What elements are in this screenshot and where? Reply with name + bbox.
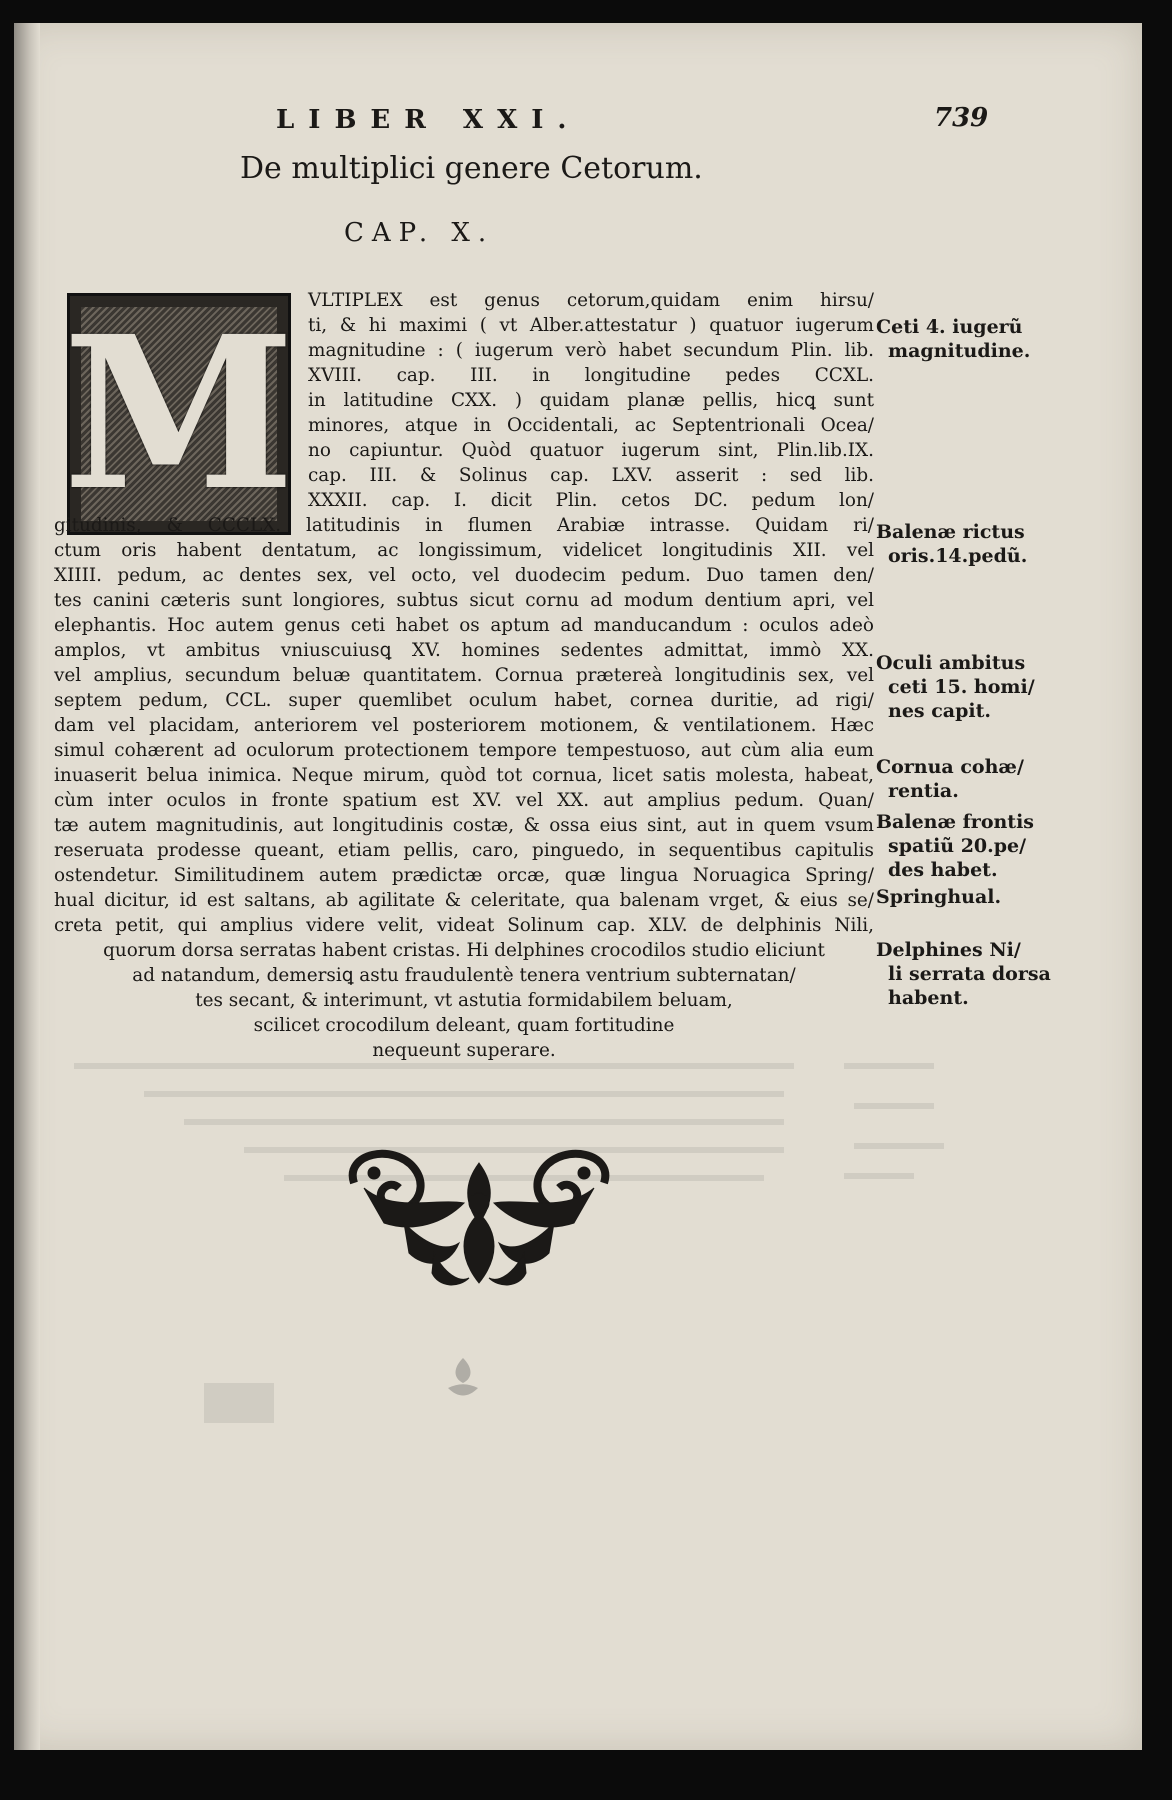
margin-note-line: Balenæ frontis: [876, 811, 1034, 833]
body-line: magnitudine : ( iugerum verò habet secundum Plin. lib.: [308, 340, 874, 361]
body-line: gitudinis, & CCCLX. latitudinis in flumen Arabiæ intrasse. Quidam ri/: [54, 515, 874, 536]
margin-note-line: spatiũ 20.pe/: [888, 835, 1027, 857]
body-line: cùm inter oculos in fronte spatium est XV. vel XX. aut amplius pedum. Quan/: [54, 790, 874, 811]
body-line: vel amplius, secundum beluæ quantitatem. Cornua prætereà longitudinis sex, vel: [54, 665, 874, 686]
body-line: VLTIPLEX est genus cetorum,quidam enim hirsu/: [308, 290, 874, 311]
body-line: ostendetur. Similitudinem autem prædictæ orcæ, quæ lingua Noruagica Spring/: [54, 865, 874, 886]
chapter-number: CAP. X.: [344, 218, 495, 248]
margin-note: [876, 651, 1035, 723]
margin-note: [876, 315, 1030, 363]
margin-note: [876, 885, 1001, 909]
margin-note: [876, 520, 1027, 568]
margin-note-line: oris.14.pedũ.: [888, 545, 1028, 567]
margin-note-line: Cornua cohæ/: [876, 756, 1024, 778]
margin-note-line: Springhual.: [876, 886, 1002, 908]
body-line: ctum oris habent dentatum, ac longissimum, videlicet longitudinis XII. vel: [54, 540, 874, 561]
body-line: creta petit, qui amplius videre velit, videat Solinum cap. XLV. de delphinis Nili,: [54, 915, 874, 936]
margin-note-line: rentia.: [888, 780, 959, 802]
body-line: XXXII. cap. I. dicit Plin. cetos DC. pedum lon/: [308, 490, 874, 511]
margin-note-line: Delphines Ni/: [876, 939, 1021, 961]
body-line: minores, atque in Occidentali, ac Septentrionali Ocea/: [308, 415, 874, 436]
woodcut-illustration: [62, 290, 296, 537]
body-line-tail: tes secant, & interimunt, vt astutia formidabilem beluam,: [195, 990, 733, 1011]
drop-cap-letter: M: [62, 290, 296, 537]
body-line-tail: nequeunt superare.: [372, 1040, 556, 1061]
margin-note: [876, 755, 1024, 803]
body-line: ti, & hi maximi ( vt Alber.attestatur ) quatuor iugerum: [308, 315, 874, 336]
margin-note-line: des habet.: [888, 859, 998, 881]
margin-note-line: habent.: [888, 987, 969, 1009]
body-line-tail: scilicet crocodilum deleant, quam fortitudine: [253, 1015, 675, 1036]
chapter-title: De multiplici genere Cetorum.: [240, 151, 703, 186]
margin-note-line: Ceti 4. iugerũ: [876, 316, 1023, 338]
drop-cap-woodcut: [62, 290, 296, 537]
body-line-tail: ad natandum, demersiꝗ astu fraudulentè tenera ventrium subternatan/: [132, 965, 796, 986]
margin-note-line: ceti 15. homi/: [888, 676, 1035, 698]
body-line: elephantis. Hoc autem genus ceti habet os aptum ad manducandum : oculos adeò: [54, 615, 874, 636]
body-line: septem pedum, CCL. super quemlibet oculum habet, cornea duritie, ad rigi/: [54, 690, 874, 711]
body-line: tæ autem magnitudinis, aut longitudinis costæ, & ossa eius sint, aut in quem vsum: [54, 815, 874, 836]
margin-note: [876, 810, 1034, 882]
margin-note-line: nes capit.: [888, 700, 991, 722]
body-line: tes canini cæteris sunt longiores, subtus sicut cornu ad modum dentium apri, vel: [54, 590, 874, 611]
book-page: [14, 23, 1142, 1750]
body-line: inuaserit belua inimica. Neque mirum, quòd tot cornua, licet satis molesta, habeat,: [54, 765, 874, 786]
page-number: 739: [934, 103, 989, 133]
margin-note-line: Balenæ rictus: [876, 521, 1025, 543]
body-line: dam vel placidam, anteriorem vel posteriorem motionem, & ventilationem. Hæc: [54, 715, 874, 736]
running-head: LIBER XXI.: [276, 105, 581, 135]
body-line: cap. III. & Solinus cap. LXV. asserit : sed lib.: [308, 465, 874, 486]
body-line: amplos, vt ambitus vniuscuiusꝗ XV. homines sedentes admittat, immò XX.: [54, 640, 874, 661]
faint-ornament-icon: [438, 1353, 488, 1403]
body-line: XVIII. cap. III. in longitudine pedes CCXL.: [308, 365, 874, 386]
body-line: in latitudine CXX. ) quidam planæ pellis, hicꝗ sunt: [308, 390, 874, 411]
body-line: XIIII. pedum, ac dentes sex, vel octo, vel duodecim pedum. Duo tamen den/: [54, 565, 874, 586]
body-line-tail: quorum dorsa serratas habent cristas. Hi delphines crocodilos studio eliciunt: [103, 940, 825, 961]
body-line: hual dicitur, id est saltans, ab agilitate & celeritate, qua balenam vrget, & eius se/: [54, 890, 874, 911]
book-binding-edge: [14, 23, 40, 1750]
margin-note-line: Oculi ambitus: [876, 652, 1026, 674]
body-line: reseruata prodesse queant, etiam pellis, caro, pinguedo, in sequentibus capitulis: [54, 840, 874, 861]
margin-note: [876, 938, 1051, 1010]
margin-note-line: li serrata dorsa: [888, 963, 1051, 985]
body-line: no capiuntur. Quòd quatuor iugerum sint, Plin.lib.IX.: [308, 440, 874, 461]
printers-ornament-icon: [334, 1143, 624, 1293]
margin-note-line: magnitudine.: [888, 340, 1031, 362]
body-line: simul cohærent ad oculorum protectionem tempore tempestuoso, aut cùm alia eum: [54, 740, 874, 761]
